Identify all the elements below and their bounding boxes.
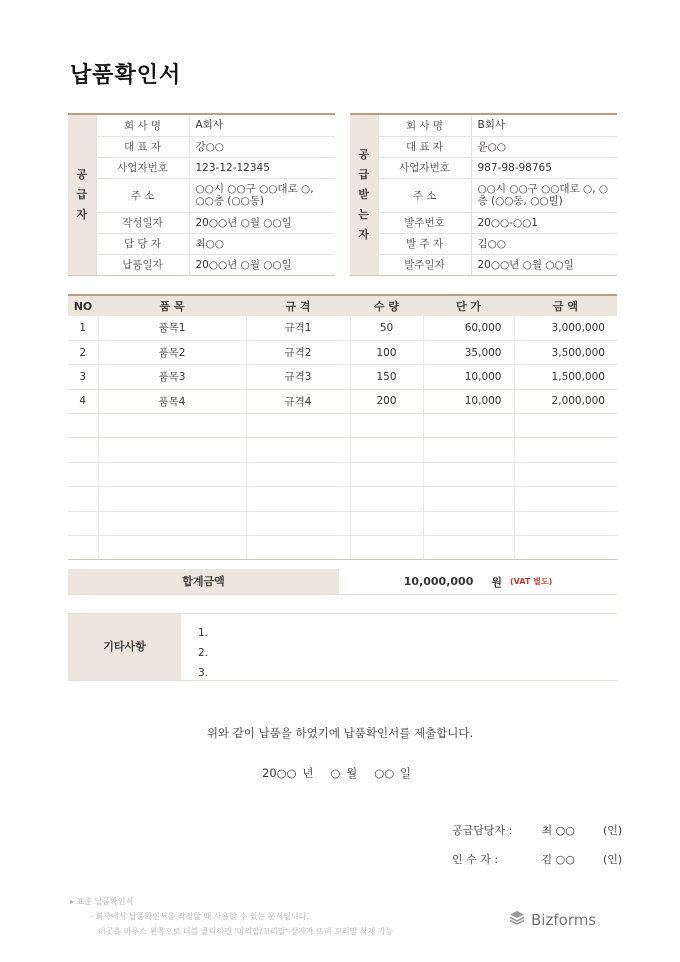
table-row [68,462,617,486]
receiver-label: 발주일자 [378,254,471,275]
table-row [68,511,617,535]
row-amount [514,536,617,560]
row-amount: 3,500,000 [514,340,617,364]
row-amount: 1,500,000 [514,365,617,389]
total-unit: 원 [491,575,502,589]
header-no: NO [68,295,98,316]
receiver-value: 20○○년 ○월 ○○일 [477,258,574,271]
table-row [68,389,617,413]
row-no [68,487,98,511]
supplier-value: 20○○년 ○월 ○○일 [189,212,335,233]
notes-item: 1. [198,627,209,639]
notes-item: 2. [198,647,209,659]
table-row [68,487,617,511]
row-no [68,438,98,462]
receiver-value: ○○시 ○○구 ○○대로 ○, ○층 (○○동, ○○빌) [471,178,617,212]
receiver-label: 주 소 [378,178,471,212]
receiver-label: 회 사 명 [378,115,471,136]
header-qty: 수 량 [350,295,423,316]
row-qty [350,414,423,438]
row-amount: 2,000,000 [514,389,617,413]
row-item [98,462,246,486]
items-table [68,294,617,560]
row-item [98,536,246,560]
signature-name: 김 ○○ [541,853,575,866]
row-spec [246,487,350,511]
row-spec: 규격2 [246,340,350,364]
receiver-value: 윤○○ [471,136,617,157]
receiver-value: 20○○-○○1 [471,212,617,233]
supplier-label: 회 사 명 [96,115,189,136]
supplier-value: 강○○ [189,136,335,157]
row-item: 품목3 [98,365,246,389]
row-amount [514,462,617,486]
supplier-label: 주 소 [96,178,189,212]
row-qty [350,438,423,462]
receiver-label: 발주번호 [378,212,471,233]
row-no [68,462,98,486]
row-spec [246,462,350,486]
receiver-value: 987-98-98765 [471,157,617,178]
row-price: 10,000 [423,389,514,413]
row-no: 1 [68,316,98,340]
receiver-label: 발 주 자 [378,233,471,254]
receiver-signature [452,851,622,867]
footnote-line: ▸ 표준 납품확인서 [70,897,134,906]
row-qty: 200 [350,389,423,413]
row-qty [350,536,423,560]
receiver-label: 사업자번호 [378,157,471,178]
header-item: 품 목 [98,295,246,316]
table-row [68,340,617,364]
supplier-signature [452,822,622,838]
total-label: 합계금액 [68,569,339,594]
row-price: 60,000 [423,316,514,340]
row-qty: 100 [350,340,423,364]
row-price [423,462,514,486]
supplier-label: 사업자번호 [96,157,189,178]
total-amount: 10,000,000 [403,575,474,588]
supplier-value: 20○○년 ○월 ○○일 [195,258,292,271]
signature-label: 공급담당자 : [452,824,513,837]
supplier-label: 작성일자 [96,212,189,233]
bizforms-logo [508,909,596,931]
row-item [98,438,246,462]
row-item: 품목2 [98,340,246,364]
layers-icon [508,909,526,931]
table-row [68,536,617,560]
signature-name: 최 ○○ [541,824,575,837]
row-no [68,511,98,535]
row-item: 품목4 [98,389,246,413]
row-price [423,536,514,560]
header-price: 단 가 [423,295,514,316]
table-row [68,365,617,389]
footnote-line: 이곳을 마우스 왼쪽으로 더블 클릭하면 '머리말/꼬리말' 상자가 뜨며 꼬리말 삭제 가능 [98,927,394,936]
row-spec: 규격3 [246,365,350,389]
row-amount [514,438,617,462]
logo-text: Bizforms [531,911,597,929]
row-spec: 규격1 [246,316,350,340]
row-no: 4 [68,389,98,413]
supplier-label: 담 당 자 [96,233,189,254]
submission-statement: 위와 같이 납품을 하였기에 납품확인서를 제출합니다. [206,726,474,740]
signature-label: 인 수 자 : [452,853,499,866]
row-amount [514,487,617,511]
row-price: 10,000 [423,365,514,389]
row-qty: 150 [350,365,423,389]
supplier-info-table [68,113,335,276]
row-amount [514,511,617,535]
row-item [98,414,246,438]
row-spec [246,438,350,462]
table-row [68,414,617,438]
row-no: 3 [68,365,98,389]
row-item: 품목1 [98,316,246,340]
notes-list [181,614,208,680]
row-qty: 50 [350,316,423,340]
supplier-label: 대 표 자 [96,136,189,157]
row-spec [246,414,350,438]
row-qty [350,511,423,535]
receiver-value: 김○○ [471,233,617,254]
row-no [68,414,98,438]
receiver-side-label: 공 급 받 는 자 [350,115,378,275]
footnote-line: - 회사에서 납품확인서를 작성할 때 사용할 수 있는 문서입니다. [90,912,309,921]
row-price [423,414,514,438]
total-value [339,569,617,594]
row-no: 2 [68,340,98,364]
supplier-value: 최○○ [189,233,335,254]
row-amount [514,414,617,438]
supplier-value: A회사 [189,115,335,136]
header-amount: 금 액 [514,295,617,316]
row-item [98,511,246,535]
header-spec: 규 격 [246,295,350,316]
row-spec [246,511,350,535]
footnote [70,894,393,939]
row-qty [350,462,423,486]
row-price [423,487,514,511]
notes-label: 기타사항 [68,614,181,680]
row-item [98,487,246,511]
row-price: 35,000 [423,340,514,364]
row-no [68,536,98,560]
table-row [68,316,617,340]
seal-mark: (인) [603,824,623,837]
supplier-side-label: 공 급 자 [68,115,96,275]
table-row [68,438,617,462]
notes-item: 3. [198,667,209,679]
total-row [68,569,617,595]
row-spec [246,536,350,560]
row-qty [350,487,423,511]
supplier-value: 123-12-12345 [189,157,335,178]
supplier-value: ○○시 ○○구 ○○대로 ○, ○○층 (○○동) [189,178,335,212]
supplier-label: 납품일자 [96,254,189,275]
row-amount: 3,000,000 [514,316,617,340]
row-spec: 규격4 [246,389,350,413]
row-price [423,511,514,535]
receiver-label: 대 표 자 [378,136,471,157]
seal-mark: (인) [603,853,623,866]
vat-note: (VAT 별도) [510,577,553,586]
notes-section [68,613,617,681]
receiver-value: B회사 [471,115,617,136]
receiver-info-table [350,113,617,276]
document-title: 납품확인서 [70,63,182,88]
items-header-row [68,295,617,316]
row-price [423,438,514,462]
submission-date: 20○○ 년 ○ 월 ○○ 일 [262,766,412,780]
